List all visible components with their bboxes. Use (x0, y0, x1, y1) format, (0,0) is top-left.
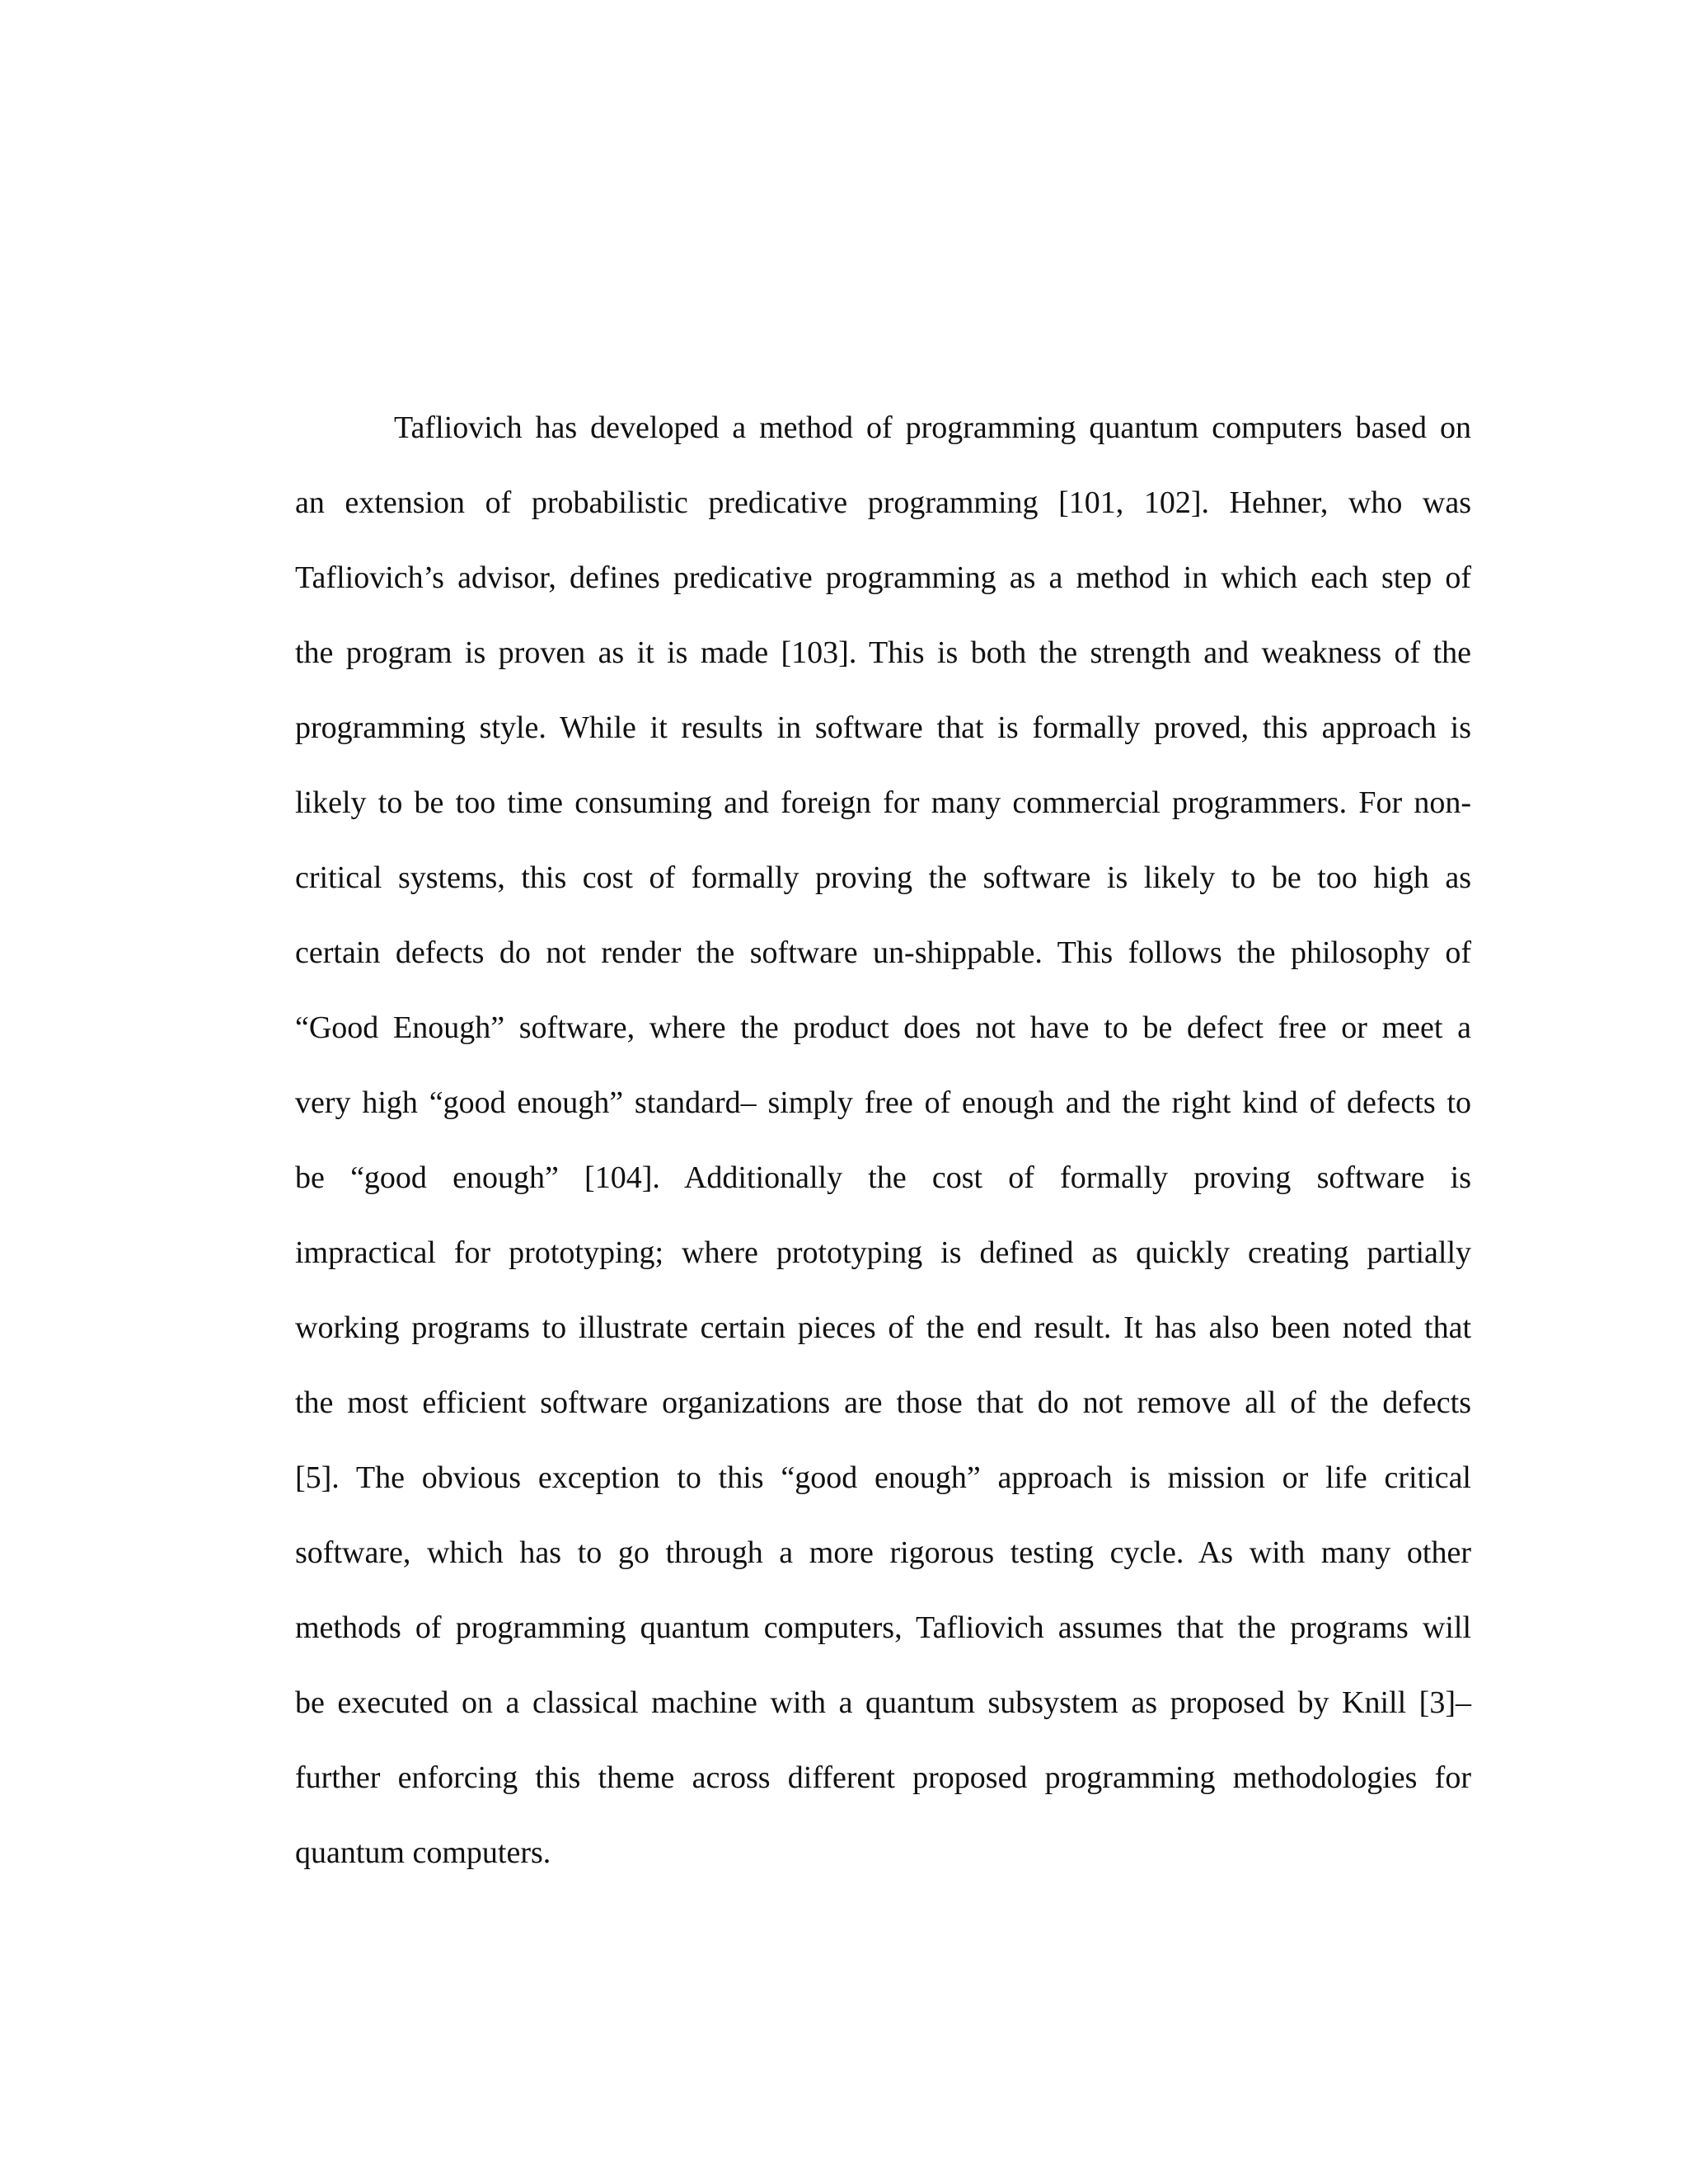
paragraph-line: likely to be too time consuming and foreign for many commercial programmers. For non- (295, 785, 1471, 820)
paragraph-line: Tafliovich has developed a method of programming quantum computers based on (394, 410, 1471, 445)
paragraph-line: working programs to illustrate certain pieces of the end result. It has also been noted that (295, 1310, 1471, 1345)
paragraph-line: the most efficient software organizations are those that do not remove all of the defects (295, 1385, 1471, 1420)
body-paragraph (295, 391, 1471, 1891)
paragraph-line: be “good enough” [104]. Additionally the cost of formally proving software is (295, 1160, 1471, 1195)
paragraph-line: certain defects do not render the software un-shippable. This follows the philosophy of (295, 935, 1471, 970)
paragraph-line: quantum computers. (295, 1835, 551, 1870)
paragraph-line: the program is proven as it is made [103]. This is both the strength and weakness of the (295, 635, 1471, 670)
paragraph-line: software, which has to go through a more rigorous testing cycle. As with many other (295, 1535, 1471, 1570)
paragraph-line: an extension of probabilistic predicative programming [101, 102]. Hehner, who was (295, 485, 1471, 520)
paragraph-line: methods of programming quantum computers, Tafliovich assumes that the programs will (295, 1610, 1471, 1645)
paragraph-line: programming style. While it results in software that is formally proved, this approach is (295, 710, 1471, 745)
paragraph-line: critical systems, this cost of formally proving the software is likely to be too high as (295, 860, 1471, 895)
paragraph-line: be executed on a classical machine with a quantum subsystem as proposed by Knill [3]– (295, 1685, 1471, 1720)
paragraph-line: [5]. The obvious exception to this “good enough” approach is mission or life critical (295, 1460, 1471, 1495)
paragraph-line: impractical for prototyping; where prototyping is defined as quickly creating partially (295, 1235, 1471, 1270)
paragraph-line: very high “good enough” standard– simply free of enough and the right kind of defects to (295, 1085, 1471, 1120)
paragraph-line: “Good Enough” software, where the product does not have to be defect free or meet a (295, 1010, 1471, 1045)
paragraph-line: Tafliovich’s advisor, defines predicative programming as a method in which each step of (295, 560, 1471, 595)
paragraph-line: further enforcing this theme across different proposed programming methodologies for (295, 1760, 1471, 1795)
